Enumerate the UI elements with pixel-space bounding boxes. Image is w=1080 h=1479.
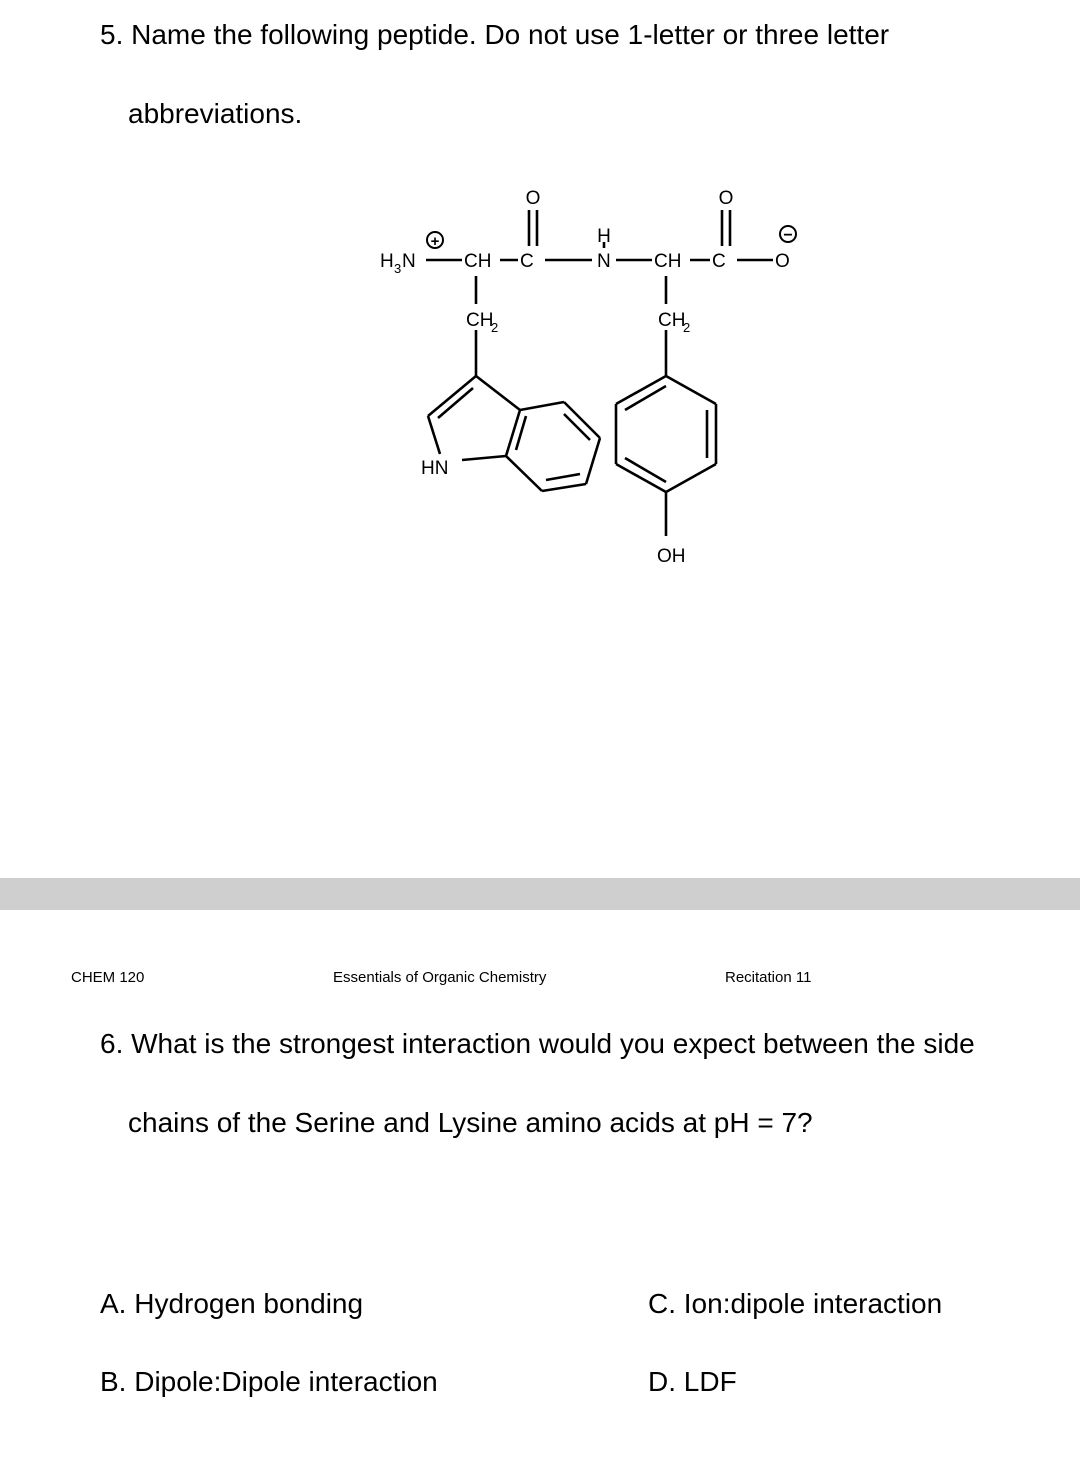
choice-b[interactable]: B. Dipole:Dipole interaction — [100, 1366, 438, 1397]
carboxylate-o-label: O — [775, 251, 790, 272]
phenol-c1-c2 — [666, 376, 716, 404]
plus-charge: + — [430, 233, 440, 250]
carbonyl-o-right: O — [718, 188, 734, 209]
peptide-structure-drawing — [360, 180, 820, 580]
peptide-structure — [360, 180, 820, 580]
indole-c7-c7a — [506, 456, 542, 491]
phenol-c6-c1-inner — [625, 386, 666, 410]
question-5-line-1: 5. Name the following peptide. Do not use 1-letter or three letter — [100, 19, 890, 50]
indole-c3-c3a — [476, 376, 520, 410]
choice-c[interactable]: C. Ion:dipole interaction — [648, 1288, 943, 1319]
phenol-c3-c4 — [666, 464, 716, 492]
question-6-line-2: chains of the Serine and Lysine amino acids at pH = 7? — [128, 1107, 813, 1138]
amine-h-label: H — [380, 251, 394, 272]
indole-c2-n — [428, 416, 440, 454]
page-separator — [0, 878, 1080, 910]
choice-a[interactable]: A. Hydrogen bonding — [100, 1288, 364, 1319]
indole-c3-c2 — [428, 376, 476, 416]
minus-charge: − — [783, 227, 793, 244]
carbonyl-c-left: C — [520, 251, 534, 272]
amine-n-label: N — [402, 251, 416, 272]
question-5-line-2: abbreviations. — [128, 98, 303, 129]
indole-c6-c7 — [542, 484, 586, 491]
indole-c5-c6 — [586, 438, 600, 484]
carbonyl-c-right: C — [712, 251, 726, 272]
indole-c3a-c7a — [506, 410, 520, 456]
footer-book-title: Essentials of Organic Chemistry — [333, 969, 547, 986]
choice-d[interactable]: D. LDF — [648, 1366, 737, 1397]
carbonyl-o-left: O — [525, 188, 541, 209]
indole-c3a-c4 — [520, 402, 564, 410]
footer-recitation: Recitation 11 — [725, 969, 812, 986]
indole-c6-c7-inner — [546, 474, 580, 480]
hydroxyl-label: OH — [657, 546, 686, 567]
ch2-right-subscript: 2 — [683, 320, 691, 335]
ch2-left-label: CH — [466, 310, 494, 331]
alpha-ch-left: CH — [464, 251, 492, 272]
ch2-right-label: CH — [658, 310, 686, 331]
indole-nh-label: HN — [421, 458, 449, 479]
ch2-left-subscript: 2 — [491, 320, 499, 335]
amide-n-label: N — [597, 251, 611, 272]
amine-h-subscript: 3 — [394, 261, 402, 276]
question-6-line-1: 6. What is the strongest interaction would you expect between the side — [100, 1028, 975, 1059]
indole-n-c7a — [462, 456, 506, 460]
indole-c4-c5-inner — [564, 414, 590, 440]
phenol-c4-c5-inner — [625, 458, 666, 482]
amide-h-label: H — [597, 226, 611, 247]
alpha-ch-right: CH — [654, 251, 682, 272]
footer-course: CHEM 120 — [71, 969, 145, 986]
